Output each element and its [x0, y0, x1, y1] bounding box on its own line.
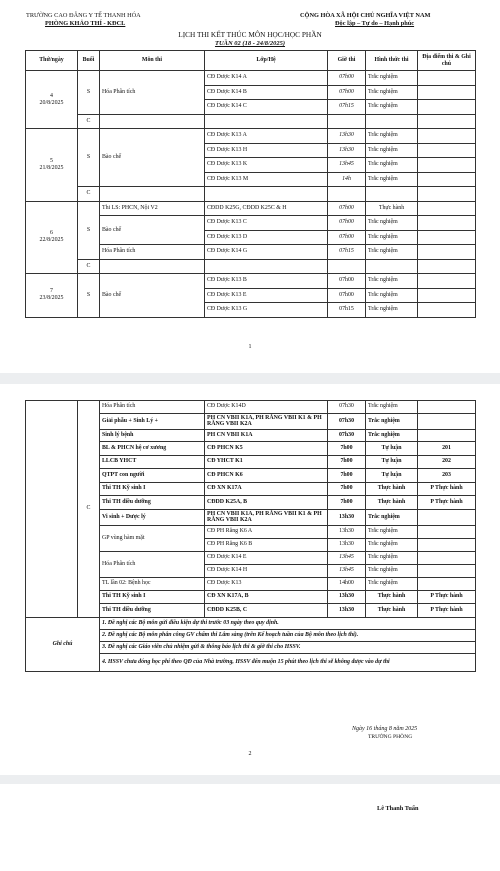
- format-cell: Trắc nghiệm: [366, 230, 418, 245]
- format-cell: Thực hành: [366, 482, 418, 496]
- time-cell: 7h00: [328, 496, 366, 510]
- subject-cell: GP vùng hàm mặt: [100, 525, 205, 551]
- format-cell: Trắc nghiệm: [366, 172, 418, 187]
- time-cell: 07h00: [328, 230, 366, 245]
- format-cell: Trắc nghiệm: [366, 216, 418, 231]
- location-cell: [418, 577, 476, 590]
- format-cell: Trắc nghiệm: [366, 509, 418, 525]
- class-cell: CĐ Dược K14 E: [205, 551, 328, 564]
- time-cell: 13h45: [328, 551, 366, 564]
- location-cell: [418, 216, 476, 231]
- location-cell: [418, 288, 476, 303]
- location-cell: [418, 413, 476, 429]
- location-cell: [418, 303, 476, 318]
- format-cell: Trắc nghiệm: [366, 143, 418, 158]
- session-cell: S: [78, 129, 100, 187]
- subject-cell: Vi sinh + Dược lý: [100, 509, 205, 525]
- format-cell: Trắc nghiệm: [366, 577, 418, 590]
- subject-cell: Thi TH Kỹ sinh I: [100, 590, 205, 604]
- class-cell: CĐ Dược K13 B: [205, 274, 328, 289]
- format-cell: Trắc nghiệm: [366, 245, 418, 260]
- location-cell: [418, 172, 476, 187]
- table-row: [26, 187, 476, 202]
- class-cell: CĐ Dược K13 E: [205, 288, 328, 303]
- format-cell: Thực hành: [366, 590, 418, 604]
- location-cell: [418, 230, 476, 245]
- day-cell: [26, 274, 78, 318]
- national-motto: Độc lập – Tự do – Hạnh phúc: [335, 20, 415, 27]
- session-cell: C: [78, 259, 100, 274]
- location-cell: [418, 509, 476, 525]
- location-cell: [418, 100, 476, 115]
- column-header: Giờ thi: [328, 51, 366, 71]
- class-cell: CĐ Dược K13 H: [205, 143, 328, 158]
- format-cell: Tự luận: [366, 455, 418, 469]
- notes-label: Ghi chú: [26, 617, 100, 671]
- table-row: [26, 259, 476, 274]
- location-cell: [418, 551, 476, 564]
- location-cell: [418, 158, 476, 173]
- day-cell: [26, 401, 78, 618]
- table-row: [26, 274, 476, 289]
- day-date: 20/8/2025: [39, 99, 64, 106]
- location-cell: [418, 525, 476, 538]
- day-number: 4: [50, 92, 53, 99]
- class-cell: CĐ Dược K13 G: [205, 303, 328, 318]
- note-item: 3. Đề nghị các Giáo viên chủ nhiệm gửi & thông báo lịch thi & giờ thi cho HSSV.: [100, 641, 476, 653]
- time-cell: 13h30: [328, 129, 366, 144]
- format-cell: Trắc nghiệm: [366, 274, 418, 289]
- note-item: 4. HSSV chưa đóng học phí theo QĐ của Nhà trường, HSSV đến muộn 15 phút theo lịch thi sẽ không được vào dự thi: [100, 653, 476, 671]
- class-cell: CĐ Dược K13 A: [205, 129, 328, 144]
- time-cell: 14h00: [328, 577, 366, 590]
- class-cell: CĐ Dược K14 C: [205, 100, 328, 115]
- day-date: 22/8/2025: [39, 237, 64, 244]
- schedule-title: LỊCH THI KẾT THÚC MÔN HỌC/HỌC PHẦN: [178, 30, 322, 39]
- class-cell: CĐ Dược K13 K: [205, 158, 328, 173]
- class-cell: PH CN VBII K1A: [205, 429, 328, 442]
- format-cell: Trắc nghiệm: [366, 100, 418, 115]
- time-cell: 07h15: [328, 100, 366, 115]
- subject-cell: TL lần 02: Bệnh học: [100, 577, 205, 590]
- subject-cell: Bào chế: [100, 274, 205, 318]
- column-header: Hình thức thi: [366, 51, 418, 71]
- class-cell: CĐ Dược K14D: [205, 401, 328, 414]
- location-cell: 202: [418, 455, 476, 469]
- time-cell: 07h30: [328, 413, 366, 429]
- location-cell: [418, 201, 476, 216]
- page-number: 1: [248, 344, 252, 350]
- column-header: Môn thi: [100, 51, 205, 71]
- format-cell: Thực hành: [366, 604, 418, 618]
- table-row: [26, 71, 476, 86]
- class-cell: CĐ PHCN K6: [205, 469, 328, 483]
- document-page-3: [0, 784, 500, 871]
- class-cell: CĐ Dược K13 D: [205, 230, 328, 245]
- day-cell: [26, 201, 78, 274]
- time-cell: 14h: [328, 172, 366, 187]
- class-cell: PH CN VBII K1A, PH RĂNG VBII K1 & PH RĂNG VBII K2A: [205, 413, 328, 429]
- session-cell: S: [78, 71, 100, 115]
- day-number: 7: [50, 288, 53, 295]
- time-cell: 07h00: [328, 288, 366, 303]
- column-header: Thứ/ngày: [26, 51, 78, 71]
- column-header: Buổi: [78, 51, 100, 71]
- format-cell: Trắc nghiệm: [366, 158, 418, 173]
- note-item: 2. Đề nghị các Bộ môn phân công GV chấm thi Lâm sàng (trên Kế hoạch tuần của Bộ môn theo lịch thi).: [100, 629, 476, 641]
- time-cell: 07h00: [328, 85, 366, 100]
- subject-cell: Thi TH điều dưỡng: [100, 604, 205, 618]
- table-row: [26, 129, 476, 144]
- location-cell: [418, 143, 476, 158]
- class-cell: CĐ Dược K14 B: [205, 85, 328, 100]
- schedule-table-page2: [25, 400, 476, 672]
- time-cell: 7h00: [328, 482, 366, 496]
- format-cell: Trắc nghiệm: [366, 288, 418, 303]
- location-cell: [418, 129, 476, 144]
- class-cell: CĐ XN K17A, B: [205, 590, 328, 604]
- schedule-table-page1: [25, 50, 476, 318]
- location-cell: [418, 538, 476, 551]
- day-number: 6: [50, 230, 53, 237]
- format-cell: Trắc nghiệm: [366, 538, 418, 551]
- location-cell: [418, 564, 476, 577]
- table-header-row: [26, 51, 476, 71]
- format-cell: Trắc nghiệm: [366, 71, 418, 86]
- subject-cell: Hóa Phân tích: [100, 245, 205, 260]
- format-cell: Trắc nghiệm: [366, 413, 418, 429]
- signature-role: TRƯỞNG PHÒNG: [368, 734, 413, 740]
- subject-cell: QTPT con người: [100, 469, 205, 483]
- format-cell: Trắc nghiệm: [366, 303, 418, 318]
- subject-cell: Bào chế: [100, 129, 205, 187]
- location-cell: P Thực hành: [418, 604, 476, 618]
- column-header: Địa điểm thi & Ghi chú: [418, 51, 476, 71]
- format-cell: Tự luận: [366, 442, 418, 456]
- location-cell: P Thực hành: [418, 482, 476, 496]
- format-cell: Trắc nghiệm: [366, 401, 418, 414]
- location-cell: [418, 401, 476, 414]
- location-cell: [418, 85, 476, 100]
- day-date: 23/8/2025: [39, 295, 64, 302]
- location-cell: [418, 71, 476, 86]
- location-cell: 201: [418, 442, 476, 456]
- time-cell: 13h30: [328, 143, 366, 158]
- class-cell: CĐ Dược K13 C: [205, 216, 328, 231]
- subject-cell: Bào chế: [100, 216, 205, 245]
- format-cell: Thực hành: [366, 496, 418, 510]
- signature-date: Ngày 16 tháng 8 năm 2025: [352, 726, 418, 732]
- subject-cell: Hóa Phân tích: [100, 551, 205, 577]
- day-cell: [26, 129, 78, 202]
- time-cell: 07h00: [328, 274, 366, 289]
- location-cell: P Thực hành: [418, 590, 476, 604]
- location-cell: P Thực hành: [418, 496, 476, 510]
- format-cell: Trắc nghiệm: [366, 525, 418, 538]
- class-cell: CĐ Dược K14 A: [205, 71, 328, 86]
- class-cell: CĐ PH Răng K6 A: [205, 525, 328, 538]
- subject-cell: Thi LS: PHCN, Nội V2: [100, 201, 205, 216]
- time-cell: 07h00: [328, 71, 366, 86]
- class-cell: CĐ Dược K14 H: [205, 564, 328, 577]
- table-row: [26, 114, 476, 129]
- subject-cell: Sinh lý bệnh: [100, 429, 205, 442]
- time-cell: 13h45: [328, 564, 366, 577]
- session-cell: C: [78, 114, 100, 129]
- format-cell: Thực hành: [366, 201, 418, 216]
- time-cell: 13h30: [328, 590, 366, 604]
- week-label: TUẦN 02 (18 - 24/8/2025): [214, 40, 286, 47]
- time-cell: 13h30: [328, 604, 366, 618]
- time-cell: 13h30: [328, 538, 366, 551]
- subject-cell: Giải phẫu + Sinh Lý +: [100, 413, 205, 429]
- class-cell: CĐ Dược K14 G: [205, 245, 328, 260]
- subject-cell: Hóa Phân tích: [100, 401, 205, 414]
- day-cell: [26, 71, 78, 129]
- class-cell: CĐDD K25G, CĐDD K25C & H: [205, 201, 328, 216]
- department-name: PHÒNG KHẢO THÍ - KĐCL: [45, 20, 126, 27]
- national-title: CỘNG HÒA XÃ HỘI CHỦ NGHĨA VIỆT NAM: [300, 12, 431, 19]
- location-cell: 203: [418, 469, 476, 483]
- class-cell: CĐ PH Răng K6 B: [205, 538, 328, 551]
- table-row: [26, 401, 476, 414]
- session-cell: S: [78, 274, 100, 318]
- session-cell: C: [78, 401, 100, 618]
- session-cell: C: [78, 187, 100, 202]
- format-cell: Trắc nghiệm: [366, 429, 418, 442]
- page-number: 2: [248, 751, 252, 757]
- location-cell: [418, 429, 476, 442]
- column-header: Lớp/Hệ: [205, 51, 328, 71]
- class-cell: CĐ YHCT K1: [205, 455, 328, 469]
- document-page-1: [0, 0, 500, 373]
- day-number: 5: [50, 157, 53, 164]
- note-item: 1. Đề nghị các Bộ môn gửi điều kiện dự thi trước 03 ngày theo quy định.: [100, 617, 476, 629]
- time-cell: 7h00: [328, 455, 366, 469]
- format-cell: Trắc nghiệm: [366, 551, 418, 564]
- document-page-2: [0, 384, 500, 775]
- note-row: [26, 617, 476, 629]
- table-row: [26, 201, 476, 216]
- school-name: TRƯỜNG CAO ĐẲNG Y TẾ THANH HÓA: [26, 12, 141, 19]
- location-cell: [418, 274, 476, 289]
- day-date: 21/8/2025: [39, 164, 64, 171]
- time-cell: 07h00: [328, 216, 366, 231]
- time-cell: 07h30: [328, 401, 366, 414]
- time-cell: 13h30: [328, 509, 366, 525]
- time-cell: 13h45: [328, 158, 366, 173]
- time-cell: 7h00: [328, 469, 366, 483]
- time-cell: 07h15: [328, 245, 366, 260]
- subject-cell: Thi TH Kỹ sinh I: [100, 482, 205, 496]
- class-cell: CĐ XN K17A: [205, 482, 328, 496]
- format-cell: Trắc nghiệm: [366, 564, 418, 577]
- time-cell: 13h30: [328, 525, 366, 538]
- time-cell: 7h00: [328, 442, 366, 456]
- class-cell: CĐDD K25B, C: [205, 604, 328, 618]
- time-cell: 07h30: [328, 429, 366, 442]
- format-cell: Tự luận: [366, 469, 418, 483]
- format-cell: Trắc nghiệm: [366, 129, 418, 144]
- class-cell: CĐ PHCN K5: [205, 442, 328, 456]
- class-cell: CĐDD K25A, B: [205, 496, 328, 510]
- signer-name: Lê Thanh Tuấn: [377, 805, 419, 812]
- location-cell: [418, 245, 476, 260]
- subject-cell: Thi TH điều dưỡng: [100, 496, 205, 510]
- subject-cell: LLCB YHCT: [100, 455, 205, 469]
- format-cell: Trắc nghiệm: [366, 85, 418, 100]
- time-cell: 07h15: [328, 303, 366, 318]
- class-cell: CĐ Dược K13: [205, 577, 328, 590]
- class-cell: PH CN VBII K1A, PH RĂNG VBII K1 & PH RĂNG VBII K2A: [205, 509, 328, 525]
- session-cell: S: [78, 201, 100, 259]
- subject-cell: BL & PHCN hệ cơ xương: [100, 442, 205, 456]
- time-cell: 07h00: [328, 201, 366, 216]
- class-cell: CĐ Dược K13 M: [205, 172, 328, 187]
- subject-cell: Hóa Phân tích: [100, 71, 205, 115]
